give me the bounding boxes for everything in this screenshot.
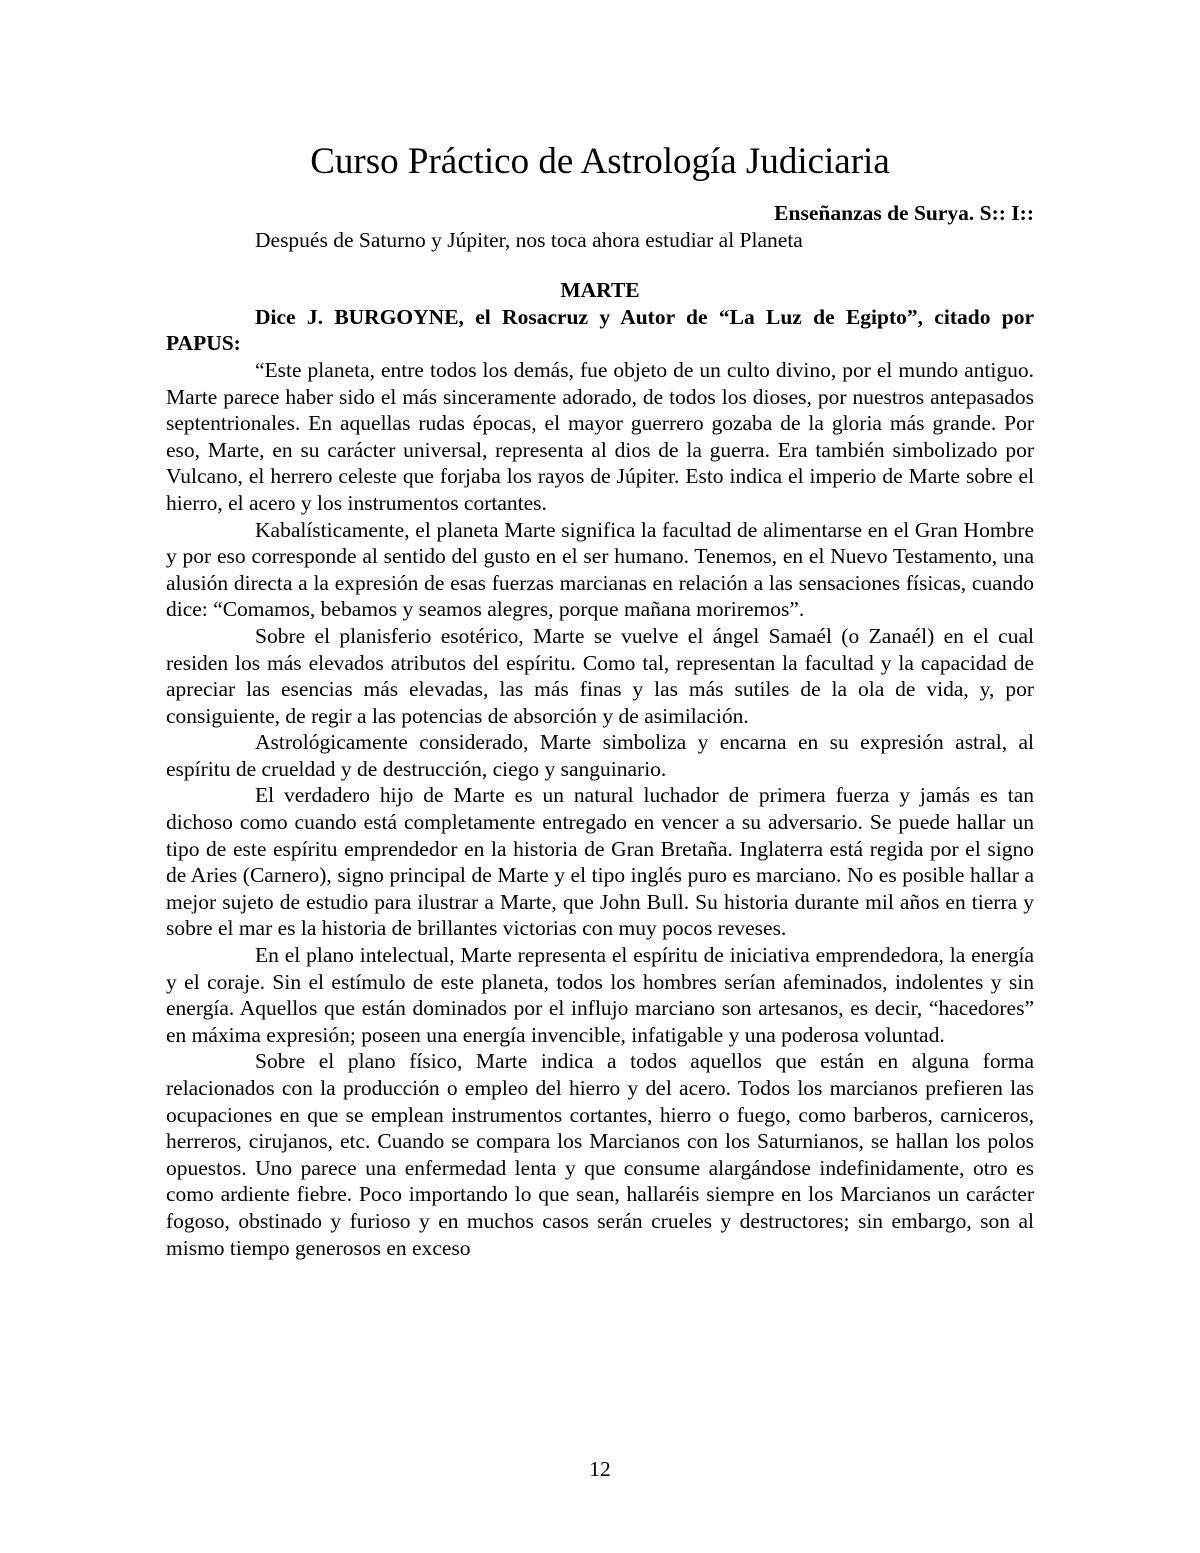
section-heading: MARTE	[560, 278, 640, 303]
page-title: Curso Práctico de Astrología Judiciaria	[310, 141, 890, 182]
paragraph-5: El verdadero hijo de Marte es un natural luchador de primera fuerza y jamás es tan dichoso como cuando está completamente entregado en vencer a su adversario. Se puede hallar un tipo de este espíritu emprendedor en la historia de Gran Bretaña. Inglaterra está regida por el signo de Aries (Carnero), signo principal de Marte y el tipo inglés puro es marciano. No es posible hallar a mejor sujeto de estudio para ilustrar a Marte, que John Bull. Su historia durante mil años en tierra y sobre el mar es la historia de brillantes victorias con muy pocos reveses.	[166, 783, 1034, 941]
paragraph-2: Kabalísticamente, el planeta Marte significa la facultad de alimentarse en el Gran Hombre y por eso corresponde al sentido del gusto en el ser humano. Tenemos, en el Nuevo Testamento, una alusión directa a la expresión de esas fuerzas marcianas en relación a las sensaciones físicas, cuando dice: “Comamos, bebamos y seamos alegres, porque mañana moriremos”.	[166, 517, 1034, 622]
paragraph-3: Sobre el planisferio esotérico, Marte se vuelve el ángel Samaél (o Zanaél) en el cual residen los más elevados atributos del espíritu. Como tal, representan la facultad y la capacidad de apreciar las esencias más elevadas, las más finas y las más sutiles de la ola de vida, y, por consiguiente, de regir a las potencias de absorción y de asimilación.	[166, 623, 1034, 728]
paragraph-6: En el plano intelectual, Marte representa el espíritu de iniciativa emprendedora, la energía y el coraje. Sin el estímulo de este planeta, todos los hombres serían afeminados, indolentes y sin energía. Aquellos que están dominados por el influjo marciano son artesanos, es decir, “hacedores” en máxima expresión; poseen una energía invencible, infatigable y una poderosa voluntad.	[166, 943, 1034, 1047]
paragraph-4: Astrológicamente considerado, Marte simboliza y encarna en su expresión astral, al espíritu de crueldad y de destrucción, ciego y sanguinario.	[166, 730, 1034, 781]
document-body	[166, 200, 1034, 1261]
page-number: 12	[589, 1457, 611, 1481]
paragraph-7: Sobre el plano físico, Marte indica a todos aquellos que están en alguna forma relacionados con la producción o empleo del hierro y del acero. Todos los marcianos prefieren las ocupaciones en que se emplean instrumentos cortantes, hierro o fuego, como barberos, carniceros, herreros, cirujanos, etc. Cuando se compara los Marcianos con los Saturnianos, se hallan los polos opuestos. Uno parece una enfermedad lenta y que consume alargándose indefinidamente, otro es como ardiente fiebre. Poco importando lo que sean, hallaréis siempre en los Marcianos un carácter fogoso, obstinado y furioso y en muchos casos serán crueles y destructores; sin embargo, son al mismo tiempo generosos en exceso	[166, 1049, 1034, 1260]
author-line: Enseñanzas de Surya. S:: I::	[774, 201, 1034, 225]
intro-paragraph: Después de Saturno y Júpiter, nos toca ahora estudiar al Planeta	[255, 227, 803, 252]
citation-paragraph: Dice J. BURGOYNE, el Rosacruz y Autor de “La Luz de Egipto”, citado por PAPUS:	[166, 304, 1034, 356]
paragraph-1: “Este planeta, entre todos los demás, fue objeto de un culto divino, por el mundo antiguo. Marte parece haber sido el más sinceramente adorado, de todos los dioses, por nuestros antepasados septentrionales. En aquellas rudas épocas, el mayor guerrero gozaba de la gloria más grande. Por eso, Marte, en su carácter universal, representa al dios de la guerra. Era también simbolizado por Vulcano, el herrero celeste que forjaba los rayos de Júpiter. Esto indica el imperio de Marte sobre el hierro, el acero y los instrumentos cortantes.	[166, 357, 1034, 515]
